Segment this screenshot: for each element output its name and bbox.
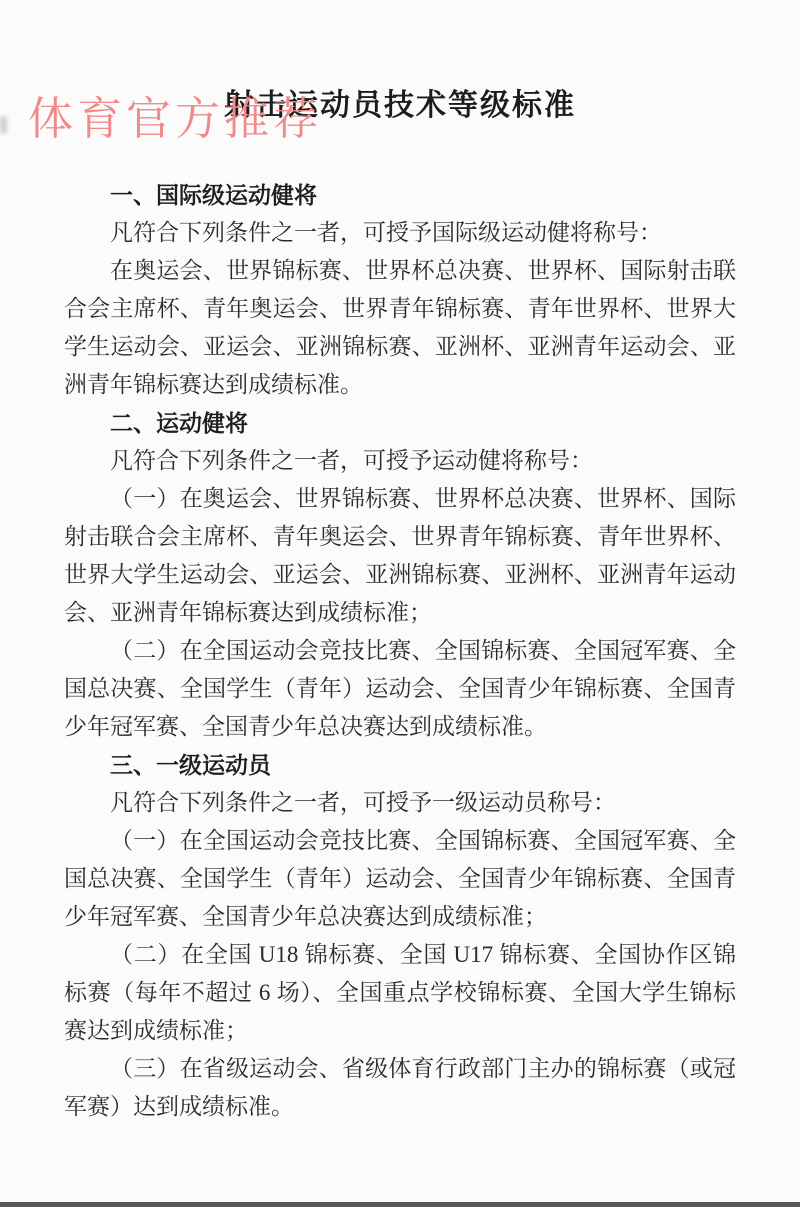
paragraph: （三）在省级运动会、省级体育行政部门主办的锦标赛（或冠军赛）达到成绩标准。 [64, 1056, 736, 1119]
paragraph: （二）在全国 U18 锦标赛、全国 U17 锦标赛、全国协作区锦标赛（每年不超过 6 场）、全国重点学校锦标赛、全国大学生锦标赛达到成绩标准； [64, 942, 736, 1043]
scan-artifact [0, 116, 7, 134]
section-master [64, 404, 736, 746]
paragraph: 在奥运会、世界锦标赛、世界杯总决赛、世界杯、国际射击联合会主席杯、青年奥运会、世界青年锦标赛、青年世界杯、世界大学生运动会、亚运会、亚洲锦标赛、亚洲杯、亚洲青年运动会、亚洲青年锦标赛达到成绩标准。 [64, 258, 736, 397]
section-heading: 一、国际级运动健将 [110, 182, 317, 208]
paragraph: 凡符合下列条件之一者，可授予国际级运动健将称号： [110, 220, 662, 245]
watermark: 体育官方推荐 [28, 94, 323, 144]
section-heading: 三、一级运动员 [110, 752, 271, 778]
section-international-master [64, 176, 736, 404]
paragraph: 凡符合下列条件之一者，可授予一级运动员称号： [110, 790, 616, 815]
section-heading: 二、运动健将 [110, 410, 248, 436]
page-bottom-bar [0, 1202, 800, 1207]
paragraph: （一）在全国运动会竞技比赛、全国锦标赛、全国冠军赛、全国总决赛、全国学生（青年）运动会、全国青少年锦标赛、全国青少年冠军赛、全国青少年总决赛达到成绩标准； [64, 828, 736, 929]
document-body [64, 176, 736, 1126]
paragraph: 凡符合下列条件之一者，可授予运动健将称号： [110, 448, 593, 473]
document-title: 射击运动员技术等级标准 [224, 89, 576, 122]
paragraph: （二）在全国运动会竞技比赛、全国锦标赛、全国冠军赛、全国总决赛、全国学生（青年）运动会、全国青少年锦标赛、全国青少年冠军赛、全国青少年总决赛达到成绩标准。 [64, 638, 736, 739]
paragraph: （一）在奥运会、世界锦标赛、世界杯总决赛、世界杯、国际射击联合会主席杯、青年奥运会、世界青年锦标赛、青年世界杯、世界大学生运动会、亚运会、亚洲锦标赛、亚洲杯、亚洲青年运动会、亚洲青年锦标赛达到成绩标准； [64, 486, 736, 625]
section-first-class-athlete [64, 746, 736, 1126]
